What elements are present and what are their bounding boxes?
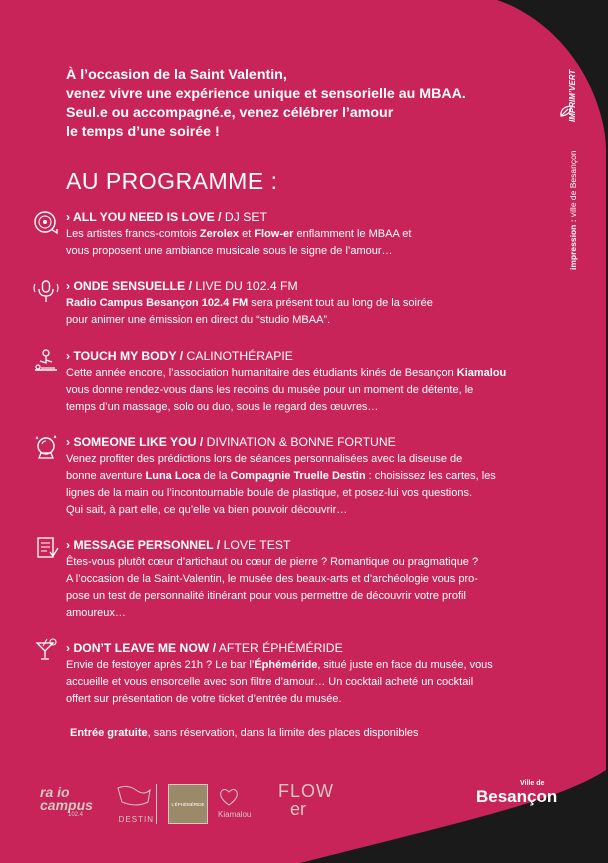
truelle-mask-icon (114, 784, 154, 810)
section-body (66, 295, 566, 329)
imprimvert-label: IMPRIM’VERT (568, 69, 577, 122)
free-entry-rest: , sans réservation, dans la limite des places disponibles (147, 727, 419, 739)
section-title (66, 209, 566, 226)
intro-text (66, 66, 546, 142)
intro-line: venez vivre une expérience unique et sensorielle au MBAA. (66, 86, 466, 102)
highlight-text: Kiamalou (456, 367, 507, 379)
section-title (66, 348, 566, 365)
highlight-text: Luna Loca (145, 470, 201, 482)
ephemeride-logo (168, 784, 208, 824)
besancon-label: Besançon (476, 787, 558, 806)
body-text: vous donne rendez-vous dans les recoins du musée pour un moment de détente, le (66, 384, 474, 396)
print-credit-rest: ville de Besançon (568, 150, 578, 220)
radio-campus-logo-line2: campus (40, 797, 93, 813)
section-body (66, 657, 566, 708)
microphone-icon (33, 278, 59, 304)
section-title-bold: › SOMEONE LIKE YOU / (66, 435, 204, 449)
truelle-destin-label: DESTIN (118, 815, 154, 824)
body-text: pose un test de personnalité itinérant pour vous permettre de découvrir votre profil (66, 590, 466, 602)
body-text: A l’occasion de la Saint-Valentin, le musée des beaux-arts et d’archéologie vous pro- (66, 573, 478, 585)
body-text: amoureux… (66, 607, 126, 619)
ville-de-besancon-logo (476, 780, 576, 820)
section-title-rest: LIVE DU 102.4 FM (191, 279, 298, 293)
body-text: accueille et vous ensorcelle avec son filtre d’amour… Un cocktail acheté un cocktail (66, 676, 474, 688)
section-title-rest: DJ SET (221, 210, 267, 224)
section-body (66, 365, 566, 416)
section-onde-sensuelle (66, 278, 566, 329)
body-text: Êtes-vous plutôt cœur d’artichaut ou cœur de pierre ? Romantique ou pragmatique ? (66, 556, 479, 568)
body-text: temps d’un massage, solo ou duo, sous le regard des œuvres… (66, 401, 379, 413)
body-text: vous proposent une ambiance musicale sous le signe de l’amour… (66, 245, 393, 257)
body-text: pour animer une émission en direct du “studio MBAA”. (66, 314, 331, 326)
section-title (66, 434, 566, 451)
section-body (66, 451, 566, 519)
vinyl-icon (33, 209, 59, 235)
section-title (66, 278, 566, 295)
body-text: bonne aventure (66, 470, 146, 482)
highlight-text: Zerolex (199, 228, 240, 240)
flow-er-logo-line1: FLOW (278, 781, 334, 801)
section-title-bold: › MESSAGE PERSONNEL / (66, 538, 221, 552)
body-text: enflamment le MBAA et (293, 228, 412, 240)
section-title (66, 537, 566, 554)
body-text: Envie de festoyer après 21h ? Le bar l’ (66, 659, 255, 671)
radio-campus-logo-line3: 102.4 (68, 812, 84, 818)
intro-line: le temps d’une soirée ! (66, 124, 220, 140)
kiamalou-heart-icon (218, 787, 240, 807)
body-text: , situé juste en face du musée, vous (317, 659, 493, 671)
section-body (66, 226, 566, 260)
body-text: et (239, 228, 255, 240)
section-title-bold: › DON’T LEAVE ME NOW / (66, 641, 217, 655)
body-text: Qui sait, à part elle, ce qu’elle va bien pouvoir découvrir… (66, 504, 348, 516)
section-body (66, 554, 566, 622)
section-someone-like-you (66, 434, 566, 519)
massage-icon (33, 348, 59, 374)
radio-campus-logo-line1: ra io (40, 784, 70, 800)
free-entry-bold: Entrée gratuite (70, 727, 148, 739)
print-credit-label: impression : (568, 219, 578, 270)
body-text: sera présent tout au long de la soirée (248, 297, 433, 309)
ville-de-label: Ville de (520, 780, 545, 787)
section-message-personnel (66, 537, 566, 622)
section-title-rest: DIVINATION & BONNE FORTUNE (203, 435, 396, 449)
intro-line: Seul.e ou accompagné.e, venez célébrer l’amour (66, 105, 394, 121)
body-text: : choisissez les cartes, les (365, 470, 496, 482)
free-entry-note (70, 727, 419, 739)
leaf-icon (558, 103, 574, 119)
ephemeride-label: L’ÉPHÉMÉRIDE (171, 802, 205, 807)
highlight-text: Éphéméride (254, 659, 318, 671)
section-title (66, 640, 566, 657)
body-text: de la (200, 470, 231, 482)
section-all-you-need-is-love (66, 209, 566, 260)
kiamalou-logo (218, 787, 266, 819)
intro-line: À l’occasion de la Saint Valentin, (66, 67, 287, 83)
body-text: Cette année encore, l’association humanitaire des étudiants kinés de Besançon (66, 367, 457, 379)
section-title-bold: › ALL YOU NEED IS LOVE / (66, 210, 222, 224)
section-title-bold: › TOUCH MY BODY / (66, 349, 184, 363)
programme-title: AU PROGRAMME : (66, 168, 278, 194)
highlight-text: Radio Campus Besançon 102.4 FM (66, 297, 249, 309)
body-text: lignes de la main ou l’incontournable boule de plastique, et posez-lui vos questions. (66, 487, 473, 499)
body-text: Venez profiter des prédictions lors de séances personnalisées avec la diseuse de (66, 453, 463, 465)
highlight-text: Flow-er (254, 228, 294, 240)
crystal-ball-icon (33, 435, 59, 461)
section-title-bold: › ONDE SENSUELLE / (66, 279, 192, 293)
section-title-rest: LOVE TEST (220, 538, 291, 552)
section-dont-leave-me-now (66, 640, 566, 708)
cocktail-icon (33, 636, 59, 662)
body-text: offert sur présentation de votre ticket d’entrée du musée. (66, 693, 342, 705)
section-title-rest: AFTER ÉPHÉMÉRIDE (216, 641, 343, 655)
print-credit (568, 150, 578, 270)
radio-campus-logo (40, 786, 100, 826)
body-text: Les artistes francs-comtois (66, 228, 200, 240)
checklist-icon (33, 535, 59, 561)
kiamalou-label: Kiamalou (218, 810, 252, 819)
flow-er-logo (278, 781, 334, 824)
highlight-text: Compagnie Truelle Destin (230, 470, 366, 482)
truelle-destin-logo (114, 784, 157, 824)
section-touch-my-body (66, 348, 566, 416)
section-title-rest: CALINOTHÉRAPIE (183, 349, 293, 363)
flow-er-logo-line2: er (290, 799, 307, 819)
